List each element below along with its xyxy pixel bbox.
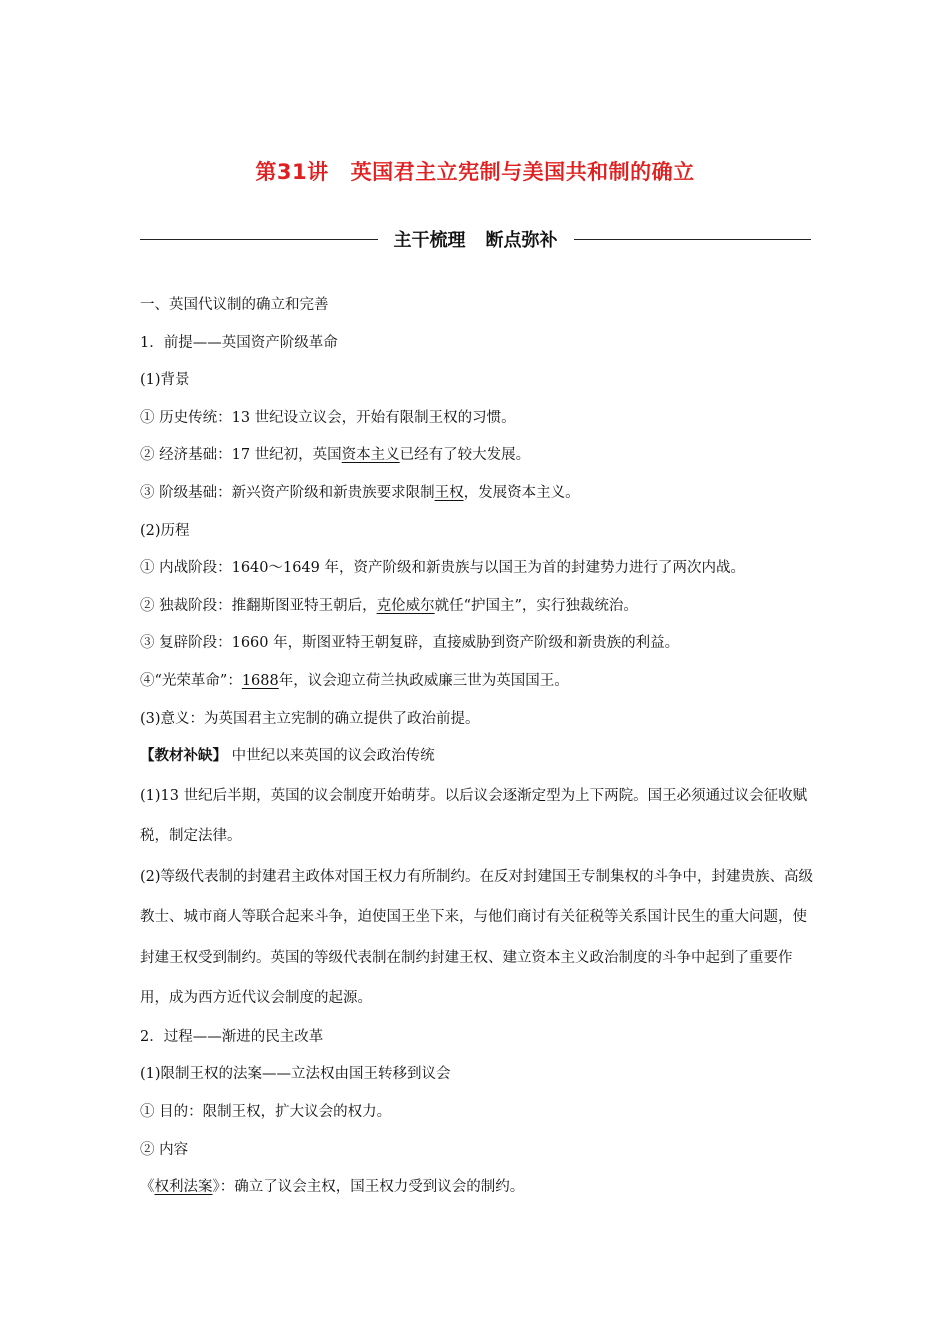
lecture-number: 第31讲 — [255, 160, 329, 184]
text-segment: ② 经济基础：17 世纪初，英国 — [140, 447, 342, 464]
item-bill-of-rights — [140, 1169, 816, 1207]
supplement-heading — [140, 738, 816, 776]
item-purpose: ① 目的：限制王权，扩大议会的权力。 — [140, 1103, 392, 1120]
heading-section-1: 一、英国代议制的确立和完善 — [140, 297, 329, 313]
item-history-tradition: ① 历史传统：13 世纪设立议会，开始有限制王权的习惯。 — [140, 409, 516, 426]
text-segment: ② 独裁阶段：推翻斯图亚特王朝后， — [140, 597, 377, 614]
supplement-paragraph-2: (2)等级代表制的封建君主政体对国王权力有所制约。在反对封建国王专制集权的斗争中，封建贵族、高级教士、城市商人等联合起来斗争，迫使国王坐下来，与他们商讨有关征税等关系国计民生的重大问题，使封建王权受到制约。英国的等级代表制在制约封建王权、建立资本主义政治制度的斗争中起到了重要作用，成为西方近代议会制度的起源。 — [140, 868, 814, 1007]
banner-right-text: 断点弥补 — [485, 230, 558, 251]
item-significance: (3)意义：为英国君主立宪制的确立提供了政治前提。 — [140, 710, 480, 727]
page-title — [0, 156, 950, 186]
underlined-term: 1688 — [241, 672, 279, 689]
subheading-limit-royal-power: (1)限制王权的法案——立法权由国王转移到议会 — [140, 1066, 451, 1083]
banner-rule-right — [574, 239, 812, 240]
supplement-tag: 【教材补缺】 — [140, 748, 227, 765]
banner-left-text: 主干梳理 — [393, 230, 466, 251]
text-segment: 已经有了较大发展。 — [399, 447, 531, 464]
lecture-title: 英国君主立宪制与美国共和制的确立 — [350, 160, 695, 184]
text-segment: 年，议会迎立荷兰执政威廉三世为英国国王。 — [278, 672, 569, 689]
underlined-term: 王权 — [434, 484, 464, 501]
heading-premise: 1．前提——英国资产阶级革命 — [140, 334, 338, 351]
document-body — [140, 287, 816, 1207]
text-segment: 中世纪以来英国的议会政治传统 — [227, 748, 435, 765]
subheading-background: (1)背景 — [140, 372, 190, 389]
text-segment: 》：确立了议会主权，国王权力受到议会的制约。 — [212, 1179, 525, 1196]
item-class-basis — [140, 475, 816, 513]
subheading-process: (2)历程 — [140, 522, 190, 539]
item-content: ② 内容 — [140, 1141, 189, 1158]
underlined-term: 资本主义 — [341, 447, 400, 464]
banner-rule-left — [140, 239, 378, 240]
text-segment: 就任“护国主”，实行独裁统治。 — [434, 597, 638, 614]
banner-text — [378, 226, 574, 252]
text-segment: ③ 阶级基础：新兴资产阶级和新贵族要求限制 — [140, 484, 435, 501]
item-glorious-revolution — [140, 663, 816, 701]
text-segment: ，发展资本主义。 — [463, 484, 580, 501]
section-banner — [140, 226, 811, 252]
item-restoration: ③ 复辟阶段：1660 年，斯图亚特王朝复辟，直接威胁到资产阶级和新贵族的利益。 — [140, 635, 680, 652]
item-civil-war: ① 内战阶段：1640～1649 年，资产阶级和新贵族与以国王为首的封建势力进行了两次内战。 — [140, 560, 746, 577]
supplement-paragraph-1: (1)13 世纪后半期，英国的议会制度开始萌芽。以后议会逐渐定型为上下两院。国王必须通过议会征收赋税，制定法律。 — [140, 787, 808, 845]
text-segment: ④“光荣革命”： — [140, 672, 242, 689]
text-segment: 《 — [140, 1179, 155, 1196]
item-economic-basis — [140, 437, 816, 475]
item-dictatorship — [140, 588, 816, 626]
underlined-term: 克伦威尔 — [376, 597, 435, 614]
underlined-term: 权利法案 — [154, 1179, 213, 1196]
heading-process: 2．过程——渐进的民主改革 — [140, 1028, 324, 1045]
